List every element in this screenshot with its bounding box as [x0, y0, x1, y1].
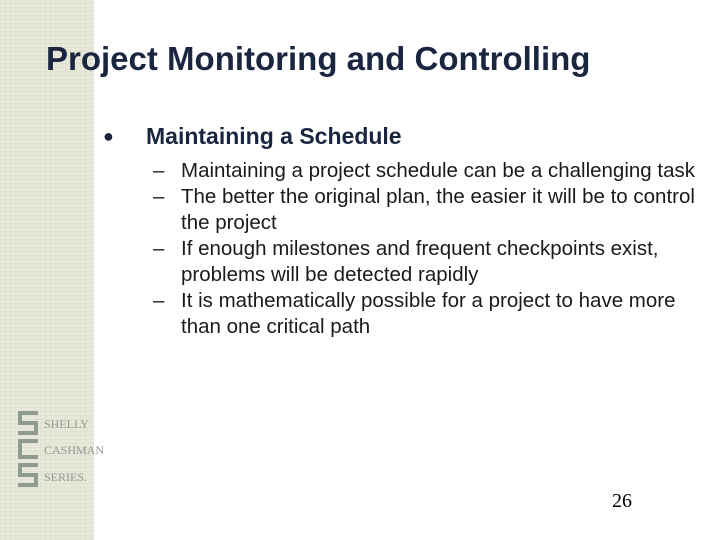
- sub-bullet-item: [153, 158, 708, 184]
- sub-bullet-item: [153, 184, 708, 236]
- dash-icon: –: [153, 289, 165, 312]
- slide-title: Project Monitoring and Controlling: [46, 40, 591, 77]
- sub-bullet-item: [153, 288, 708, 340]
- page-number: 26: [612, 490, 632, 512]
- logo-line-1: SHELLY: [44, 417, 89, 431]
- shelly-cashman-series-logo: [14, 408, 105, 494]
- main-bullet-text: Maintaining a Schedule: [146, 123, 402, 149]
- sub-bullet-text: If enough milestones and frequent checkpoints exist, problems will be detected rapidly: [181, 237, 659, 286]
- logo-monogram-icon: [18, 411, 38, 487]
- bullet-dot-icon: ●: [103, 126, 114, 146]
- sub-bullet-text: It is mathematically possible for a project to have more than one critical path: [181, 289, 676, 338]
- sub-bullet-text: Maintaining a project schedule can be a challenging task: [181, 159, 695, 182]
- logo-line-3: SERIES.: [44, 470, 88, 484]
- dash-icon: –: [153, 159, 165, 182]
- dash-icon: –: [153, 237, 165, 260]
- dash-icon: –: [153, 185, 165, 208]
- sub-bullet-list: [153, 158, 708, 340]
- logo-line-2: CASHMAN: [44, 443, 105, 457]
- sub-bullet-item: [153, 236, 708, 288]
- sub-bullet-text: The better the original plan, the easier it will be to control the project: [181, 185, 695, 234]
